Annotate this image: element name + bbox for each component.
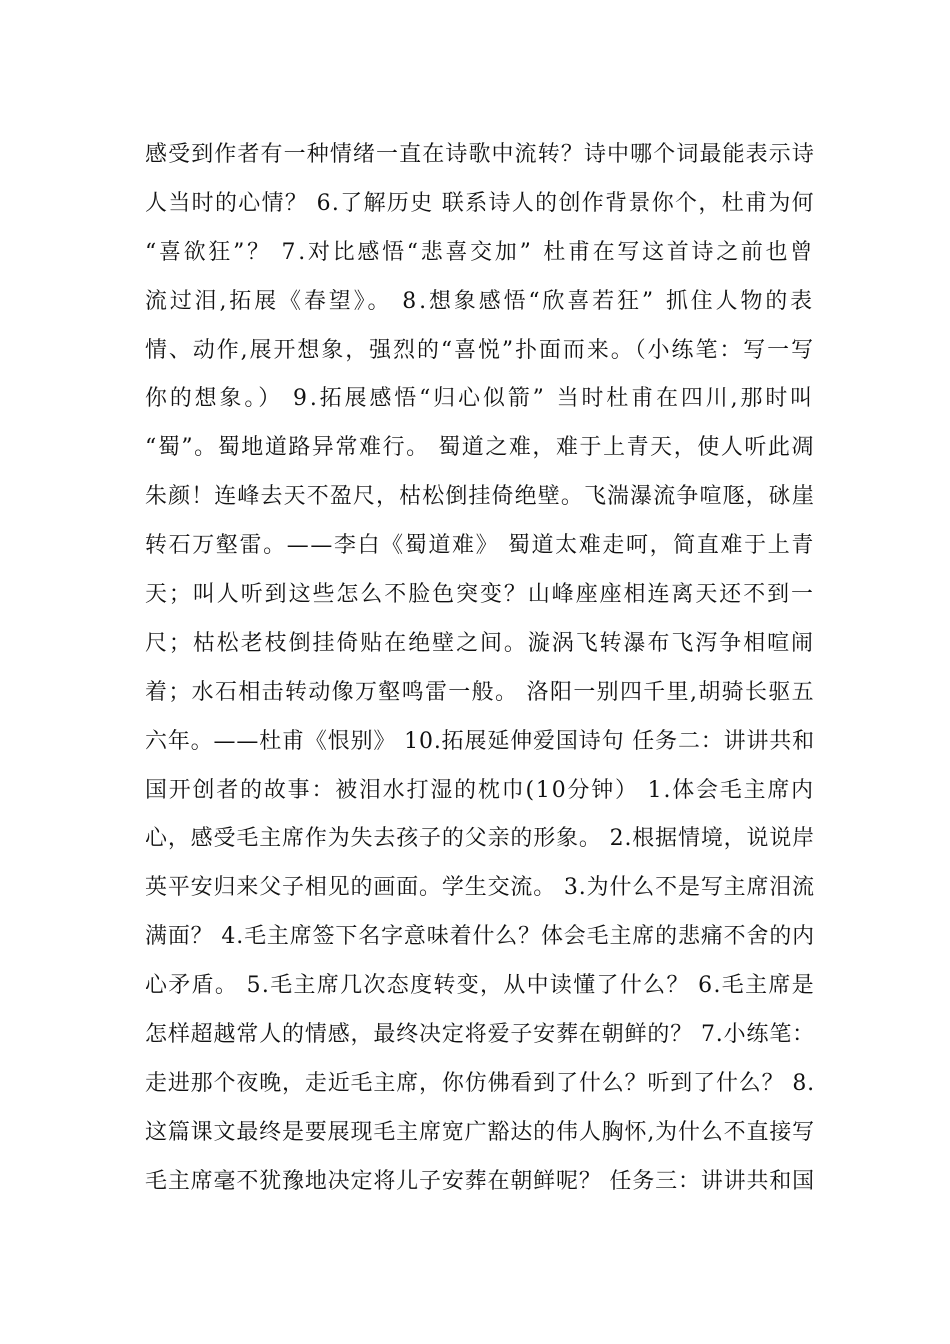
text-line-21: [145, 1109, 815, 1158]
text-line-15: [145, 815, 815, 864]
text-line-19: [145, 1011, 815, 1060]
text-line-content: 国开创者的故事：被泪水打湿的枕巾(10分钟） 1.体会毛主席内: [145, 777, 815, 803]
text-line-content: 英平安归来父子相见的画面。学生交流。 3.为什么不是写主席泪流: [145, 875, 815, 901]
text-line-8: [145, 473, 815, 522]
text-line-content: 朱颜！连峰去天不盈尺，枯松倒挂倚绝壁。飞湍瀑流争喧豗，砯崖: [145, 484, 815, 510]
text-line-content: 情、动作,展开想象，强烈的“喜悦”扑面而来。（小练笔：写一写: [145, 337, 815, 363]
text-line-4: [145, 278, 815, 327]
text-line-22: [145, 1158, 815, 1207]
text-line-20: [145, 1060, 815, 1109]
text-line-5: [145, 327, 815, 376]
text-line-10: [145, 571, 815, 620]
body-text: [145, 131, 815, 1207]
text-line-content: 毛主席毫不犹豫地决定将儿子安葬在朝鲜呢？ 任务三：讲讲共和国: [145, 1168, 815, 1194]
text-line-6: [145, 375, 815, 424]
text-line-content: 尺；枯松老枝倒挂倚贴在绝壁之间。漩涡飞转瀑布飞泻争相喧闹: [145, 630, 815, 656]
text-line-16: [145, 864, 815, 913]
text-line-3: [145, 229, 815, 278]
text-line-1: [145, 131, 815, 180]
text-line-content: 你的想象。） 9.拓展感悟“归心似箭” 当时杜甫在四川,那时叫: [145, 386, 815, 412]
text-line-content: 人当时的心情？ 6.了解历史 联系诗人的创作背景你个，杜甫为何: [145, 190, 815, 216]
text-line-content: “喜欲狂”？ 7.对比感悟“悲喜交加” 杜甫在写这首诗之前也曾: [145, 239, 815, 265]
text-line-17: [145, 913, 815, 962]
text-line-content: 怎样超越常人的情感，最终决定将爱子安葬在朝鲜的？ 7.小练笔：: [145, 1022, 815, 1048]
text-line-content: 心矛盾。 5.毛主席几次态度转变，从中读懂了什么？ 6.毛主席是: [145, 973, 815, 999]
text-line-content: 六年。——杜甫《恨别》 10.拓展延伸爱国诗句 任务二：讲讲共和: [145, 728, 815, 754]
text-line-content: 天；叫人听到这些怎么不脸色突变？山峰座座相连离天还不到一: [145, 582, 815, 608]
text-line-content: “蜀”。蜀地道路异常难行。 蜀道之难，难于上青天，使人听此凋: [145, 435, 815, 461]
text-line-content: 走进那个夜晚，走近毛主席，你仿佛看到了什么？听到了什么？ 8.: [145, 1070, 815, 1096]
text-line-18: [145, 962, 815, 1011]
text-line-9: [145, 522, 815, 571]
text-line-content: 心，感受毛主席作为失去孩子的父亲的形象。 2.根据情境，说说岸: [145, 826, 815, 852]
text-line-content: 着；水石相击转动像万壑鸣雷一般。 洛阳一别四千里,胡骑长驱五: [145, 679, 815, 705]
text-line-2: [145, 180, 815, 229]
text-line-12: [145, 669, 815, 718]
text-line-7: [145, 424, 815, 473]
text-line-content: 感受到作者有一种情绪一直在诗歌中流转？诗中哪个词最能表示诗: [145, 142, 815, 167]
text-line-14: [145, 767, 815, 816]
text-line-content: 流过泪,拓展《春望》。 8.想象感悟“欣喜若狂” 抓住人物的表: [145, 288, 815, 314]
text-line-content: 这篇课文最终是要展现毛主席宽广豁达的伟人胸怀,为什么不直接写: [145, 1119, 815, 1145]
text-line-11: [145, 620, 815, 669]
text-line-content: 转石万壑雷。——李白《蜀道难》 蜀道太难走呵，简直难于上青: [145, 533, 815, 559]
text-line-13: [145, 718, 815, 767]
text-line-content: 满面？ 4.毛主席签下名字意味着什么？体会毛主席的悲痛不舍的内: [145, 924, 815, 950]
